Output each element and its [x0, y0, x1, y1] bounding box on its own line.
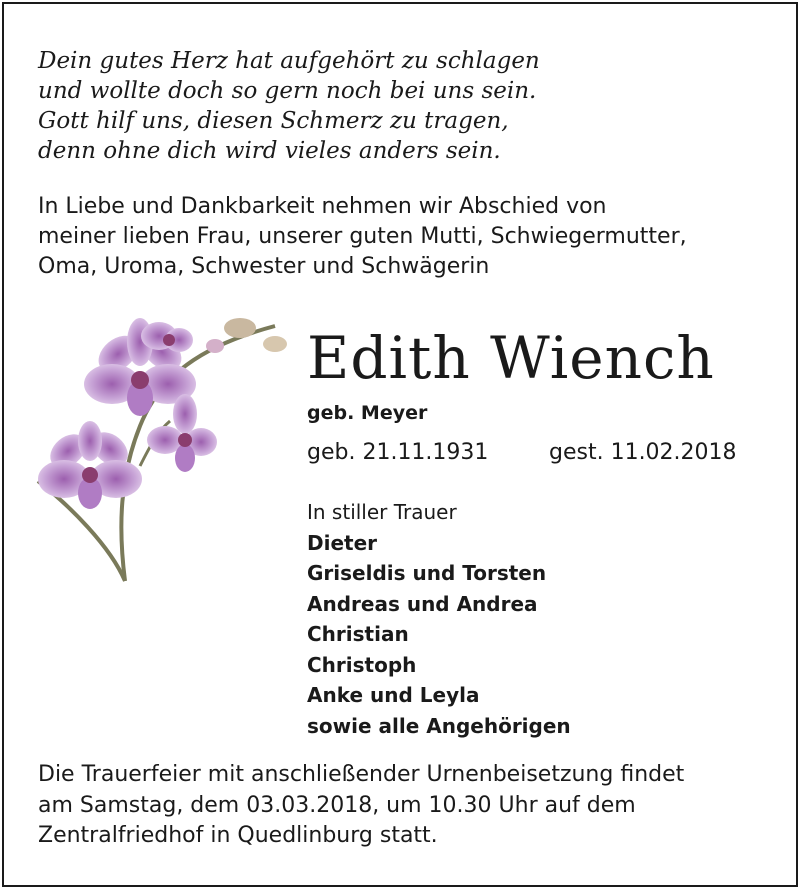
intro-line: In Liebe und Dankbarkeit nehmen wir Abschied von — [38, 194, 607, 219]
mourners-heading: In stiller Trauer — [307, 500, 457, 524]
verse-line: und wollte doch so gern noch bei uns sein. — [38, 78, 537, 104]
funeral-line: Die Trauerfeier mit anschließender Urnenbeisetzung findet — [38, 762, 685, 787]
intro-line: Oma, Uroma, Schwester und Schwägerin — [38, 254, 490, 279]
birth-date: geb. 21.11.1931 — [307, 440, 489, 465]
orchid-icon — [30, 306, 310, 588]
intro-line: meiner lieben Frau, unserer guten Mutti, Schwiegermutter, — [38, 224, 687, 249]
funeral-line: am Samstag, dem 03.03.2018, um 10.30 Uhr auf dem — [38, 792, 636, 818]
deceased-name: Edith Wiench — [307, 324, 715, 392]
mourner-name: Christian — [307, 622, 409, 646]
mourners-list — [307, 497, 787, 741]
funeral-line: Zentralfriedhof in Quedlinburg statt. — [38, 823, 438, 848]
mourner-name: Christoph — [307, 652, 417, 677]
maiden-name: geb. Meyer — [307, 402, 428, 424]
verse-line: Gott hilf uns, diesen Schmerz zu tragen, — [38, 108, 509, 134]
funeral-notice — [38, 760, 778, 852]
mourner-name: Andreas und Andrea — [307, 591, 538, 616]
mourner-name: sowie alle Angehörigen — [307, 713, 571, 738]
death-date: gest. 11.02.2018 — [549, 440, 737, 465]
verse-line: denn ohne dich wird vieles anders sein. — [38, 138, 501, 164]
verse-line: Dein gutes Herz hat aufgehört zu schlagen — [38, 48, 540, 74]
obituary-card — [2, 2, 798, 887]
mourner-name: Griseldis und Torsten — [307, 561, 547, 585]
memorial-verse — [38, 46, 638, 166]
mourner-name: Dieter — [307, 530, 378, 555]
farewell-intro — [38, 192, 758, 282]
mourner-name: Anke und Leyla — [307, 683, 480, 707]
